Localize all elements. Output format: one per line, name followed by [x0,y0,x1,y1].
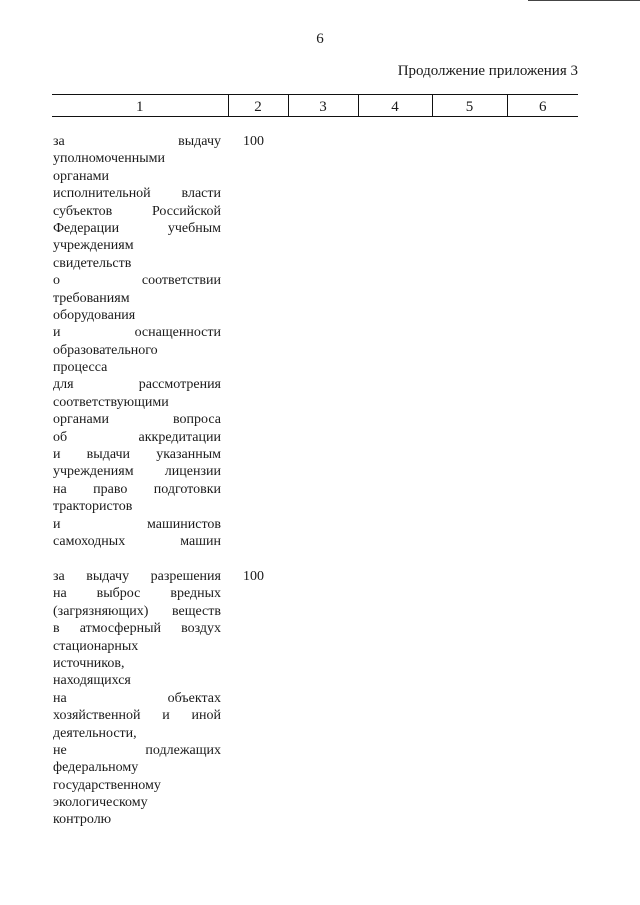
description-line: оборудования [53,307,136,323]
column-header: 2 [228,95,288,117]
scan-edge-line [528,0,640,1]
description-line: и машинистов [53,516,221,532]
description-line: исполнительной власти [53,186,221,202]
appendix-continuation-note: Продолжение приложения 3 [397,63,578,79]
description-line: процесса [53,360,108,376]
description-line: государственному [53,777,161,793]
row-amount: 100 [243,569,264,584]
column-header: 6 [507,95,578,117]
column-header: 3 [288,95,358,117]
description-line: учреждениям [53,238,134,254]
description-line: соответствующими [53,394,169,410]
description-line: и выдачи указанным [53,447,221,463]
description-line: экологическому [53,795,148,811]
description-line: самоходных машин [53,533,221,549]
description-line: свидетельств [53,255,132,271]
description-line: за выдачу разрешения [53,569,221,584]
description-line: учреждениям лицензии [53,464,221,480]
description-line: деятельности, [53,725,137,741]
description-line: (загрязняющих) веществ [53,603,221,619]
description-line: в атмосферный воздух [53,621,221,637]
description-line: источников, [53,655,125,671]
row-amount: 100 [243,134,264,149]
column-header: 5 [432,95,507,117]
column-header-row [52,95,578,117]
row-description [53,133,221,550]
description-line: федеральному [53,760,139,776]
description-line: органами [53,168,110,184]
description-line: Федерации учебным [53,220,221,236]
description-line: контролю [53,812,112,828]
description-line: и оснащенности [53,325,221,341]
row-description [53,568,221,829]
description-line: находящихся [53,673,131,689]
description-line: для рассмотрения [53,377,221,393]
description-line: не подлежащих [53,742,221,758]
column-header: 4 [358,95,432,117]
description-line: стационарных [53,638,139,654]
description-line: на выброс вредных [53,586,221,602]
description-line: трактористов [53,499,133,515]
description-line: органами вопроса [53,412,221,428]
description-line: на право подготовки [53,481,221,497]
description-line: субъектов Российской [53,203,221,219]
description-line: образовательного [53,342,158,358]
description-line: на объектах [53,690,221,706]
description-line: об аккредитации [53,429,221,445]
description-line: о соответствии [53,273,221,289]
description-line: хозяйственной и иной [53,708,221,724]
description-line: уполномоченными [53,151,166,167]
column-header-table [52,94,578,117]
page-number: 6 [316,31,324,47]
description-line: за выдачу [53,134,221,149]
column-header: 1 [52,95,228,117]
description-line: требованиям [53,290,130,306]
